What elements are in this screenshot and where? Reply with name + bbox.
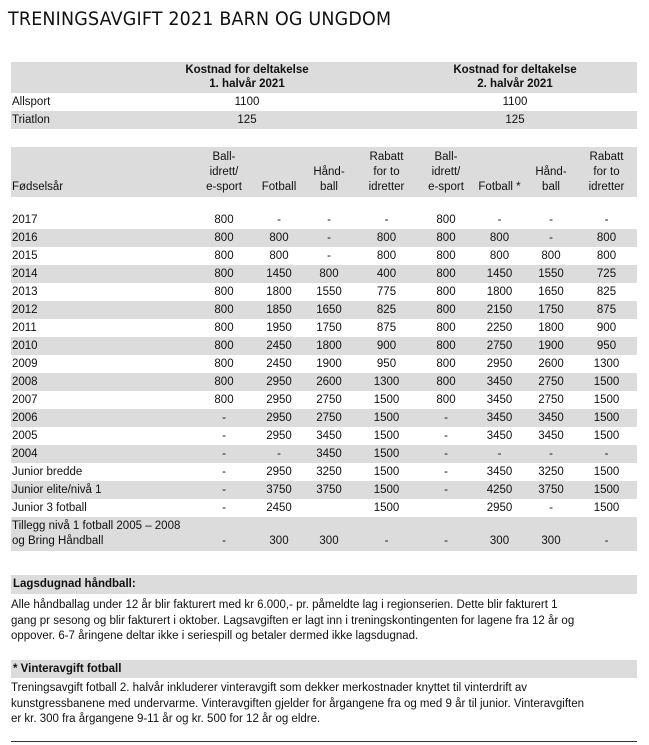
fee-cell: - (549, 214, 553, 226)
header-handball-line1: Hånd- (313, 166, 345, 178)
fee-row (11, 463, 637, 481)
fee-row (11, 283, 637, 301)
fee-cell: 800 (214, 394, 234, 406)
header-rabatt-line3: idretter (368, 181, 405, 193)
fee-row (11, 481, 637, 499)
fee-row-label: 2016 (11, 229, 194, 247)
fee-cell: 1500 (576, 373, 637, 391)
fee-row (11, 373, 637, 391)
header-ballidrett-line3: e-sport (206, 181, 242, 193)
fee-row-label: 2009 (12, 358, 38, 370)
fee-cell: 800 (214, 250, 234, 262)
header-rabatt-line1: Rabatt (369, 151, 404, 163)
fee-cell: 2600 (538, 358, 564, 370)
fee-cell: 2250 (486, 322, 513, 334)
cost-header-empty (11, 62, 101, 93)
fee-row-label: 2013 (12, 286, 38, 298)
fee-cell: 875 (376, 322, 397, 334)
fee-row-label: Junior elite/nivå 1 (11, 481, 194, 499)
fee-cell: 2450 (254, 337, 304, 355)
fee-cell: - (576, 445, 637, 463)
fee-row (11, 229, 637, 247)
fee-cell: - (384, 214, 389, 226)
fee-cell: 800 (436, 214, 456, 226)
fee-cell: 800 (194, 265, 254, 283)
fee-row (11, 247, 637, 265)
header-handball-line2: ball (320, 181, 338, 193)
fee-cell: 1800 (304, 337, 354, 355)
fee-cell: 800 (576, 229, 637, 247)
cost-label: Allsport (12, 96, 51, 108)
fee-cell: 800 (214, 358, 234, 370)
fee-row (11, 445, 637, 463)
fee-cell: - (444, 430, 448, 442)
extra-label (11, 517, 194, 551)
fee-cell: 800 (596, 250, 617, 262)
fee-cell: 1500 (354, 481, 419, 499)
header-rabatt-h1 (354, 147, 419, 197)
fee-cell: 3450 (538, 430, 564, 442)
fee-cell: 900 (596, 322, 617, 334)
extra-label-line1: Tillegg nivå 1 fotball 2005 – 2008 (12, 520, 181, 532)
fee-cell: 1900 (316, 358, 342, 370)
fee-cell: 1650 (304, 301, 354, 319)
fee-cell: 2950 (266, 466, 292, 478)
header-rabatt-h2 (576, 147, 637, 197)
header-ballidrett-h2 (419, 147, 473, 197)
dugnad-title: Lagsdugnad håndball: (11, 575, 637, 594)
fee-row (11, 409, 637, 427)
fee-cell: 3750 (304, 481, 354, 499)
fee-cell: 775 (376, 286, 397, 298)
fee-cell: 800 (354, 229, 419, 247)
fee-cell: 3450 (486, 430, 513, 442)
header-spacer (11, 197, 637, 211)
fee-cell: 3450 (486, 394, 513, 406)
extra-label-line2: og Bring Håndball (12, 535, 104, 547)
vinter-text (11, 681, 641, 728)
fee-cell: 2950 (254, 373, 304, 391)
fee-cell: 800 (214, 322, 234, 334)
fee-cell: 2950 (254, 409, 304, 427)
fee-cell: 300 (473, 517, 526, 551)
fee-cell: 800 (194, 337, 254, 355)
fee-cell: - (526, 445, 576, 463)
fee-cell: 800 (436, 286, 456, 298)
fee-cell: 950 (376, 358, 397, 370)
fee-row-label: 2010 (11, 337, 194, 355)
fee-row-label: Junior 3 fotball (12, 502, 87, 514)
fee-row-label: 2015 (12, 250, 38, 262)
cost-row-allsport (11, 93, 637, 111)
fee-cell: 1500 (593, 394, 620, 406)
fee-row (11, 391, 637, 409)
cost-half2-value: 125 (393, 111, 637, 129)
fee-cell: 2750 (316, 394, 342, 406)
fee-cell: 1300 (593, 358, 620, 370)
fee-cell: 300 (526, 517, 576, 551)
fee-cell: 1800 (266, 286, 292, 298)
fee-cell: 800 (419, 229, 473, 247)
fee-cell: 825 (354, 301, 419, 319)
fee-cell: 800 (541, 250, 561, 262)
fee-cell: 800 (436, 322, 456, 334)
fee-cell: 800 (304, 265, 354, 283)
fee-cell: 1900 (526, 337, 576, 355)
fee-cell: 1500 (373, 430, 400, 442)
header-fotball-h2: Fotball * (473, 147, 526, 197)
header-ballidrett-line1: Ball- (434, 151, 458, 163)
fee-cell: 3450 (316, 430, 342, 442)
fee-row (11, 319, 637, 337)
fee-cell: 800 (436, 250, 456, 262)
header-ballidrett-h1 (194, 147, 254, 197)
fee-cell: - (354, 517, 419, 551)
fee-cell: 800 (194, 301, 254, 319)
fee-cell: 3250 (538, 466, 564, 478)
fee-cell: 900 (354, 337, 419, 355)
fee-cell: - (419, 409, 473, 427)
fee-cell: 950 (576, 337, 637, 355)
fee-cell (304, 499, 354, 517)
fee-cell: - (222, 430, 226, 442)
fee-cell: 1850 (254, 301, 304, 319)
header-handball-h1 (304, 147, 354, 197)
fee-cell (419, 499, 473, 517)
fee-cell: - (222, 466, 226, 478)
vinter-line: kunstgressbanene med undervarme. Vinteravgiften gjelder for årgangene fra og med 9 år til junior. Vinteravgiften (11, 697, 585, 710)
header-handball-h2 (526, 147, 576, 197)
fee-cell: 2950 (486, 358, 513, 370)
fee-cell: - (473, 445, 526, 463)
fee-row (11, 355, 637, 373)
fee-cell: - (576, 517, 637, 551)
fee-cell: 800 (214, 214, 234, 226)
fee-cell: 3450 (526, 409, 576, 427)
fee-cell: - (327, 250, 331, 262)
fee-cell: 2750 (304, 409, 354, 427)
fee-cell: 3450 (486, 466, 513, 478)
fee-cell: 2450 (266, 358, 292, 370)
cost-half1-value: 1100 (234, 96, 260, 108)
cost-half2-value: 1100 (502, 96, 528, 108)
fee-row (11, 301, 637, 319)
fee-cell: 1500 (373, 502, 400, 514)
fee-row-label: 2014 (11, 265, 194, 283)
header-ballidrett-line3: e-sport (428, 181, 464, 193)
fee-cell: 1450 (473, 265, 526, 283)
fee-cell: 1500 (576, 409, 637, 427)
fee-cell: 1550 (316, 286, 342, 298)
fee-cell: - (497, 214, 502, 226)
fee-cell: 800 (376, 250, 397, 262)
fee-cell: - (327, 214, 331, 226)
cost-header-half2-line2: 2. halvår 2021 (477, 78, 553, 90)
fee-cell: 3450 (473, 409, 526, 427)
header-rabatt-line3: idretter (588, 181, 625, 193)
fee-cell: 2750 (526, 373, 576, 391)
cost-header-half2-line1: Kostnad for deltakelse (453, 64, 577, 76)
fee-cell: 1500 (593, 502, 620, 514)
fee-cell: 300 (304, 517, 354, 551)
fee-cell: 800 (436, 394, 456, 406)
fee-cell: 1500 (593, 466, 620, 478)
fee-cell: 800 (419, 265, 473, 283)
header-fodselsar: Fødselsår (11, 147, 194, 197)
fee-row-label: 2005 (12, 430, 38, 442)
fee-cell: 800 (194, 373, 254, 391)
fee-cell: 1750 (316, 322, 342, 334)
cost-half1-value: 125 (101, 111, 393, 129)
fee-cell: 1800 (538, 322, 564, 334)
fee-row-label: 2012 (11, 301, 194, 319)
vinter-title: * Vinteravgift fotball (11, 660, 637, 678)
fee-cell: - (194, 481, 254, 499)
fee-row-label: Junior bredde (12, 466, 83, 478)
header-rabatt-line1: Rabatt (589, 151, 624, 163)
fee-cell: 1650 (538, 286, 564, 298)
fee-cell: 400 (354, 265, 419, 283)
fee-cell: 1500 (576, 481, 637, 499)
fee-cell: - (194, 409, 254, 427)
fee-cell: 4250 (473, 481, 526, 499)
fee-cell: - (444, 466, 448, 478)
fee-cell: - (254, 445, 304, 463)
vinter-line: Treningsavgift fotball 2. halvår inkluderer vinteravgift som dekker merkostnader knyttet til vinterdrift av (11, 682, 528, 694)
fee-row-extra (11, 517, 637, 551)
header-handball-line1: Hånd- (535, 166, 567, 178)
fee-cell: 3250 (316, 466, 342, 478)
fee-cell: 2950 (266, 394, 292, 406)
page-title: TRENINGSAVGIFT 2021 BARN OG UNGDOM (8, 8, 392, 30)
fee-cell: 800 (269, 250, 289, 262)
vinter-line: er kr. 300 fra årgangene 9-11 år og kr. 500 for 12 år og eldre. (11, 713, 321, 725)
fees-table (11, 147, 637, 551)
cost-header-half1-line2: 1. halvår 2021 (209, 78, 285, 90)
fee-cell: 1500 (354, 445, 419, 463)
fee-cell: 1300 (354, 373, 419, 391)
fee-cell: 875 (576, 301, 637, 319)
fee-cell: 300 (254, 517, 304, 551)
fee-cell: - (549, 502, 553, 514)
fee-cell: 2750 (538, 394, 564, 406)
fee-cell: 1450 (254, 265, 304, 283)
fee-cell: 825 (596, 286, 617, 298)
fee-cell: 2150 (473, 301, 526, 319)
fee-cell: - (304, 229, 354, 247)
fee-cell: - (419, 517, 473, 551)
cost-label: Triatlon (11, 111, 101, 129)
fee-cell: - (419, 481, 473, 499)
header-handball-line2: ball (542, 181, 560, 193)
fee-cell: 2750 (473, 337, 526, 355)
fee-cell: 1500 (593, 430, 620, 442)
fee-cell: - (277, 214, 281, 226)
fee-cell: - (194, 445, 254, 463)
fee-row-label: 2011 (12, 322, 37, 334)
fee-cell: 1750 (526, 301, 576, 319)
fee-cell: 800 (419, 301, 473, 319)
fee-cell: 800 (419, 337, 473, 355)
fee-cell: 800 (419, 373, 473, 391)
fee-cell: - (194, 517, 254, 551)
fee-row-label: 2004 (11, 445, 194, 463)
cost-table (11, 62, 637, 129)
fee-cell: 725 (576, 265, 637, 283)
fee-cell: 2600 (304, 373, 354, 391)
fee-cell: - (526, 229, 576, 247)
cost-header-half2 (393, 62, 637, 93)
fee-row (11, 499, 637, 517)
fee-cell: 1800 (486, 286, 513, 298)
header-fotball-h1: Fotball (254, 147, 304, 197)
fee-cell: 3450 (473, 373, 526, 391)
fee-cell: 800 (254, 229, 304, 247)
fee-cell: 800 (194, 229, 254, 247)
fee-cell: 1500 (373, 394, 400, 406)
fee-cell: 800 (214, 286, 234, 298)
dugnad-line: gang pr sesong og blir fakturert i oktober. Lagsavgiften er lagt inn i treningskontingenten for lagene fra 12 år og (11, 614, 575, 627)
cost-header-half1-line1: Kostnad for deltakelse (185, 64, 309, 76)
cost-header-half1 (101, 62, 393, 93)
fee-cell: 1500 (354, 409, 419, 427)
dugnad-line: oppover. 6-7 åringene deltar ikke i seriespill og betaler dermed ikke lagsdugnad. (11, 630, 419, 642)
fee-cell: - (222, 502, 226, 514)
header-ballidrett-line2: idrett/ (209, 166, 239, 178)
cost-header-row (11, 62, 637, 93)
fee-row (11, 265, 637, 283)
fee-cell: - (604, 214, 609, 226)
fee-row-label: 2008 (11, 373, 194, 391)
fee-cell: 2450 (266, 502, 292, 514)
dugnad-text (11, 598, 641, 645)
fee-cell: 3750 (526, 481, 576, 499)
fees-header-row (11, 147, 637, 197)
header-ballidrett-line1: Ball- (212, 151, 236, 163)
fee-cell: 2950 (486, 502, 513, 514)
fee-row (11, 427, 637, 445)
fee-cell: 2950 (266, 430, 292, 442)
fee-cell: 800 (473, 229, 526, 247)
fee-cell: 1500 (373, 466, 400, 478)
bottom-rule (11, 741, 637, 742)
cost-row-triatlon (11, 111, 637, 129)
fee-cell: - (419, 445, 473, 463)
fee-rows (11, 211, 637, 517)
dugnad-line: Alle håndballag under 12 år blir fakturert med kr 6.000,- pr. påmeldte lag i regionserien. Dette blir fakturert 1 (11, 599, 558, 611)
fee-cell: 1550 (526, 265, 576, 283)
fee-cell: 3750 (254, 481, 304, 499)
header-rabatt-line2: for to (373, 166, 400, 178)
fee-cell: 800 (489, 250, 510, 262)
fee-cell: 3450 (304, 445, 354, 463)
fee-cell: 800 (436, 358, 456, 370)
fee-row (11, 337, 637, 355)
spacer-cell (11, 197, 637, 211)
fee-row-label: 2017 (12, 214, 38, 226)
header-rabatt-line2: for to (593, 166, 620, 178)
header-ballidrett-line2: idrett/ (431, 166, 461, 178)
fee-row (11, 211, 637, 229)
fee-cell: 1950 (266, 322, 292, 334)
fee-row-label: 2006 (11, 409, 194, 427)
fee-row-label: 2007 (12, 394, 38, 406)
